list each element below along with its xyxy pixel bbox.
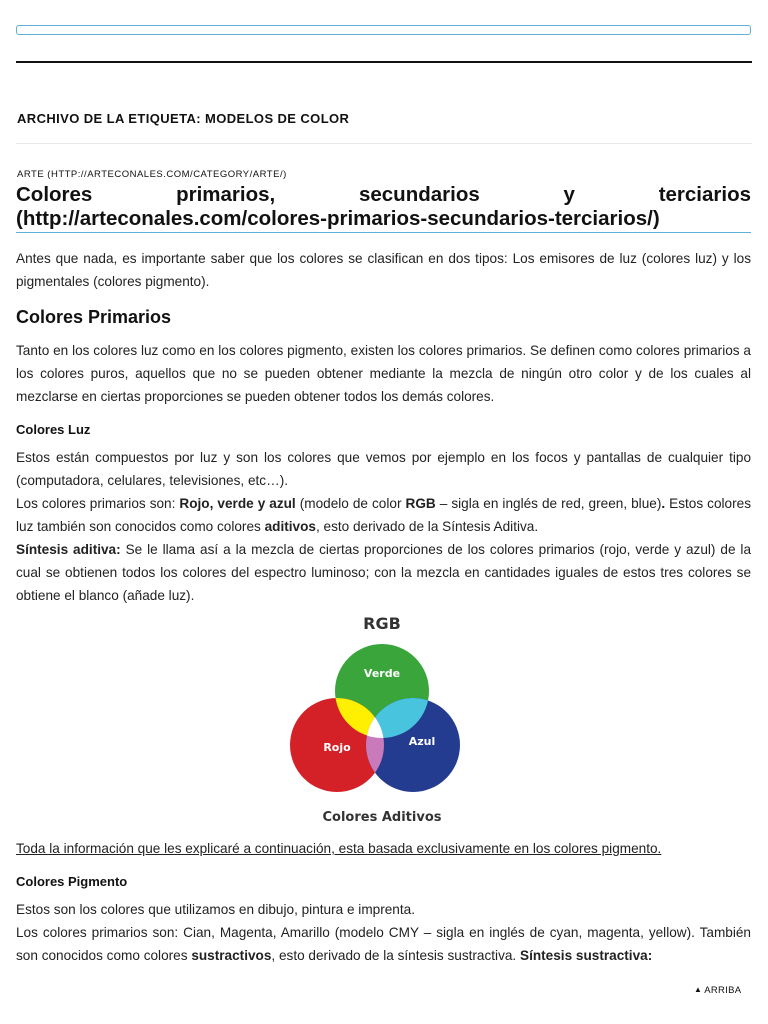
- bold-run: .: [661, 496, 666, 511]
- bold-run: Síntesis aditiva:: [16, 542, 121, 557]
- paragraph-pigmento-2: [16, 921, 751, 967]
- paragraph-luz-1: Estos están compuestos por luz y son los colores que vemos por ejemplo en los focos y pantallas de cualquier tipo (computadora, celulares, televisiones, etc…).: [16, 450, 751, 488]
- category-link[interactable]: ARTE (HTTP://ARTECONALES.COM/CATEGORY/ARTE/): [17, 169, 287, 180]
- text-run: Los colores primarios son:: [16, 496, 180, 511]
- text-run: Los colores primarios son: Cian, Magenta, Amarillo (modelo CMY – sigla en inglés de cyan, magenta, yellow). También son conocidos como colores: [16, 925, 751, 963]
- paragraph-luz-2: [16, 492, 751, 538]
- text-run: Se le llama así a la mezcla de ciertas proporciones de los colores primarios (rojo, verde y azul) de la cual se obtienen todos los colores del espectro luminoso; con la mezcla en cantidades iguales de estos tres colores se obtiene el blanco (añade luz).: [16, 542, 752, 603]
- text-run: (modelo de color: [295, 496, 406, 511]
- bold-run: Síntesis sustractiva:: [520, 948, 653, 963]
- back-to-top-link[interactable]: [694, 985, 741, 996]
- back-to-top-label: ARRIBA: [704, 985, 742, 996]
- bold-run: aditivos: [264, 519, 316, 534]
- label-blue: Azul: [408, 735, 436, 748]
- search-input[interactable]: [16, 25, 751, 35]
- figure-caption: Colores Aditivos: [322, 810, 442, 825]
- rgb-venn-svg: [16, 611, 751, 829]
- text-run: , esto derivado de la Síntesis Aditiva.: [315, 519, 539, 534]
- label-green: Verde: [363, 667, 401, 680]
- text-run: – sigla en inglés de red, green, blue): [435, 496, 662, 511]
- rgb-diagram: [16, 611, 751, 829]
- archive-title: ARCHIVO DE LA ETIQUETA: MODELOS DE COLOR: [17, 111, 350, 126]
- paragraph-nota: Toda la información que les explicaré a continuación, esta basada exclusivamente en los colores pigmento.: [16, 841, 662, 856]
- header-divider: [16, 61, 752, 63]
- post-title-link[interactable]: Colores primarios, secundarios y terciarios (http://arteconales.com/colores-primarios-secundarios-terciarios/): [16, 183, 751, 230]
- bold-run: RGB: [405, 496, 436, 511]
- heading-colores-pigmento: Colores Pigmento: [16, 874, 128, 889]
- figure-title: RGB: [363, 614, 401, 633]
- bold-run: sustractivos: [191, 948, 272, 963]
- intro-paragraph: Antes que nada, es importante saber que los colores se clasifican en dos tipos: Los emisores de luz (colores luz) y los pigmentales (colores pigmento).: [16, 251, 751, 289]
- heading-colores-primarios: Colores Primarios: [16, 307, 172, 327]
- paragraph-luz-3: [16, 538, 751, 607]
- section-divider: [16, 143, 752, 144]
- paragraph-pigmento-1: Estos son los colores que utilizamos en dibujo, pintura e imprenta.: [16, 902, 415, 917]
- post-content: [16, 247, 751, 967]
- chevron-up-icon: ▲: [694, 985, 703, 994]
- bold-run: Rojo, verde y azul: [179, 496, 296, 511]
- paragraph-primarios: Tanto en los colores luz como en los colores pigmento, existen los colores primarios. Se definen como colores primarios a los colores puros, aquellos que no se pueden obtener mediante la mezcla de ningún otro color y de los cuales al mezclarse en ciertas proporciones se pueden obtener todos los demás colores.: [16, 343, 751, 404]
- post-title: [16, 183, 751, 233]
- label-red: Rojo: [323, 741, 351, 754]
- text-run: , esto derivado de la síntesis sustractiva.: [271, 948, 520, 963]
- heading-colores-luz: Colores Luz: [16, 422, 91, 437]
- text-run: Estos colores luz también son conocidos como colores: [16, 496, 751, 534]
